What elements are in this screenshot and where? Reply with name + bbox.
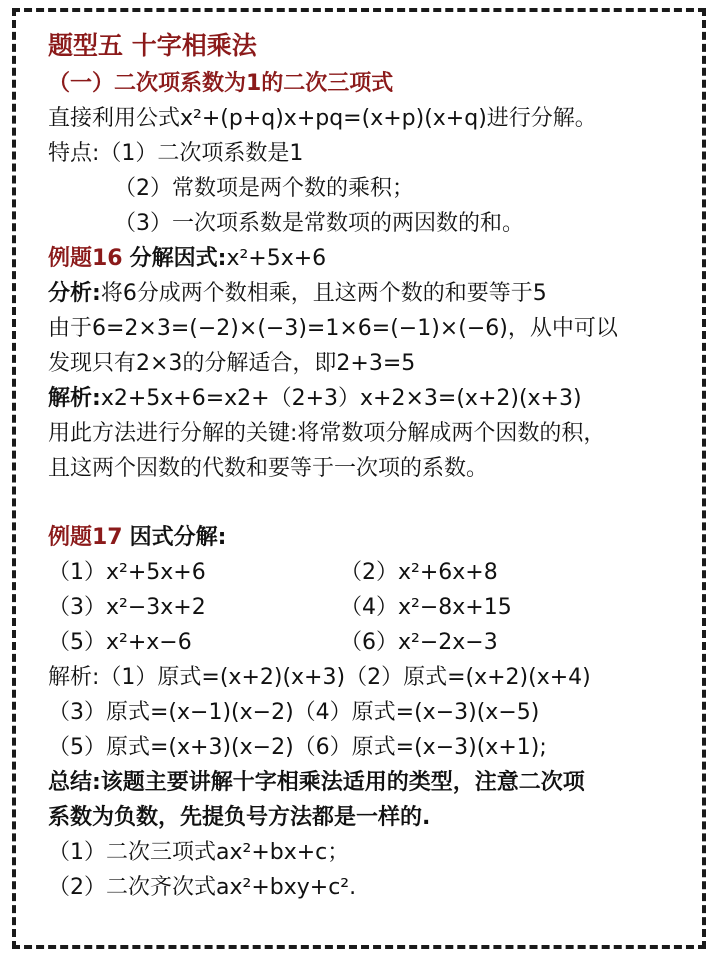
example16-prompt-expr: x²+5x+6 <box>226 246 327 271</box>
example16-heading <box>48 241 698 276</box>
section-subtitle: （一）二次项系数为1的二次三项式 <box>48 71 394 96</box>
feature-item-3: （3）一次项系数是常数项的两因数的和。 <box>114 211 524 236</box>
example17-label: 例题17 <box>48 525 123 550</box>
problem-item: （1）x²+5x+6 <box>48 560 206 585</box>
summary-line-1: 总结:该题主要讲解十字相乘法适用的类型，注意二次项 <box>48 770 585 795</box>
example16-line-3: 发现只有2×3的分解适合，即2+3=5 <box>48 351 416 376</box>
example16-solution <box>48 381 698 416</box>
example16-analysis <box>48 276 698 311</box>
features-label: 特点: <box>48 141 100 166</box>
problem-item: （5）x²+x−6 <box>48 630 192 655</box>
section-title: 题型五 十字相乘法 <box>48 31 257 60</box>
summary-item-1: （1）二次三项式ax²+bx+c； <box>48 840 350 865</box>
feature-item-1: （1）二次项系数是1 <box>99 141 304 166</box>
problem-item: （2）x²+6x+8 <box>340 560 498 585</box>
example17-prompt: 因式分解: <box>129 525 227 550</box>
blank-spacer <box>48 486 698 520</box>
example16-label: 例题16 <box>48 246 123 271</box>
solution-label: 解析: <box>48 386 101 411</box>
problem-row-3 <box>48 625 698 660</box>
example17-solution-3: （5）原式=(x+3)(x−2)（6）原式=(x−3)(x+1); <box>48 735 547 760</box>
features-line-1 <box>48 136 698 171</box>
problem-row-2 <box>48 590 698 625</box>
problem-item: （6）x²−2x−3 <box>340 630 498 655</box>
feature-item-2: （2）常数项是两个数的乘积； <box>114 176 414 201</box>
example17-solution-2: （3）原式=(x−1)(x−2)（4）原式=(x−3)(x−5) <box>48 700 540 725</box>
problem-row-1 <box>48 555 698 590</box>
summary-line-2: 系数为负数，先提负号方法都是一样的. <box>48 805 431 830</box>
example17-solution-1: 解析:（1）原式=(x+2)(x+3)（2）原式=(x+2)(x+4) <box>48 665 591 690</box>
summary-item-2: （2）二次齐次式ax²+bxy+c². <box>48 875 357 900</box>
intro-formula: 直接利用公式x²+(p+q)x+pq=(x+p)(x+q)进行分解。 <box>48 106 597 131</box>
document-content <box>48 26 698 905</box>
example16-line-2: 由于6=2×3=(−2)×(−3)=1×6=(−1)×(−6)，从中可以 <box>48 316 618 341</box>
example16-key-2: 且这两个因数的代数和要等于一次项的系数。 <box>48 456 489 481</box>
analysis-text: 将6分成两个数相乘，且这两个数的和要等于5 <box>100 281 547 306</box>
example17-heading <box>48 520 698 555</box>
example16-prompt-label: 分解因式: <box>129 246 227 271</box>
solution-text: x2+5x+6=x2+（2+3）x+2×3=(x+2)(x+3) <box>100 386 582 411</box>
problem-item: （4）x²−8x+15 <box>340 595 512 620</box>
example16-key-1: 用此方法进行分解的关键:将常数项分解成两个因数的积， <box>48 421 606 446</box>
problem-item: （3）x²−3x+2 <box>48 595 206 620</box>
analysis-label: 分析: <box>48 281 101 306</box>
